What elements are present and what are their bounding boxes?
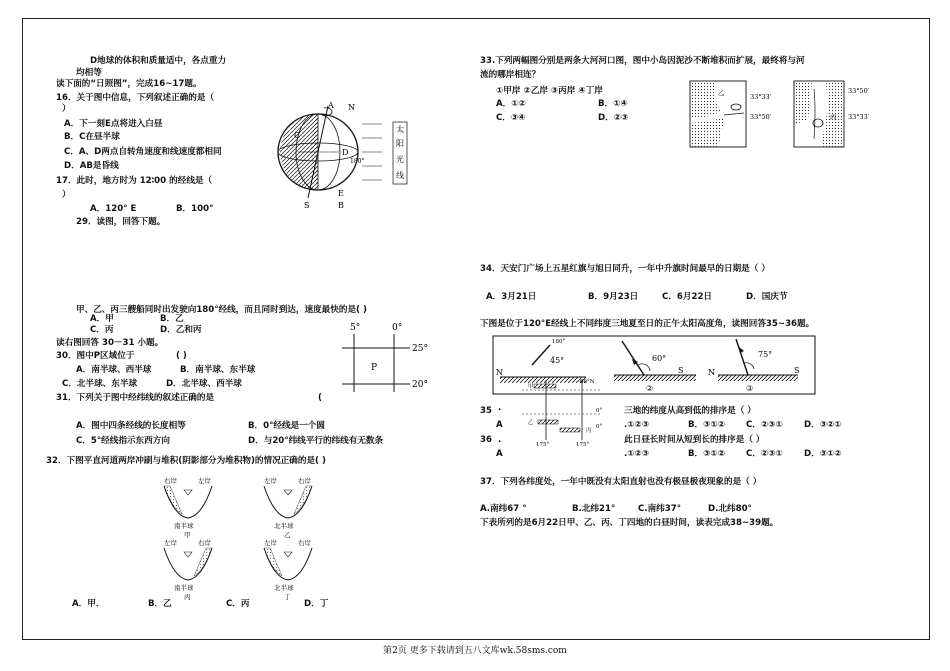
point-a: A xyxy=(328,101,334,110)
q37-option-a[interactable]: A.南纬67 ° xyxy=(480,504,527,514)
q35-option-b[interactable]: B．③①② xyxy=(688,420,725,430)
point-c: C xyxy=(294,131,301,140)
q30-option-a[interactable]: A．南半球、西半球 xyxy=(76,365,152,375)
river-bing xyxy=(164,538,212,601)
ding-left: 左岸 xyxy=(264,539,277,547)
q35-option-d[interactable]: D．③②① xyxy=(804,420,842,430)
panel1-n: N xyxy=(496,368,503,377)
angle-75: 75° xyxy=(758,350,773,359)
q34-option-b[interactable]: B．9月23日 xyxy=(588,292,639,302)
q36-option-a-letter: A xyxy=(496,449,503,459)
yi-right: 右岸 xyxy=(298,477,311,485)
jia-right: 左岸 xyxy=(198,477,211,485)
q17-paren: ） xyxy=(62,190,71,200)
intro-35-36: 下图是位于120°E经线上不同纬度三地夏至日的正午太阳高度角，读图回答35~36题。 xyxy=(480,319,815,329)
label-60n: 60°N xyxy=(580,379,595,385)
q16-option-c[interactable]: C．A、D两点自转角速度和线速度都相同 xyxy=(64,147,222,157)
river-diagrams xyxy=(160,474,320,602)
q17-option-a[interactable]: A．120° E xyxy=(90,204,137,214)
q32-option-b[interactable]: B．乙 xyxy=(148,599,172,609)
panel3-s: S xyxy=(794,366,800,375)
ov-zero-2: 0° xyxy=(596,424,603,430)
q36-option-b[interactable]: B．③①② xyxy=(688,449,725,459)
q34-option-d[interactable]: D．国庆节 xyxy=(746,292,788,302)
ov-bing: 丙 xyxy=(586,428,592,434)
intro-line-3: 读下面的“日照图”，完成16~17题。 xyxy=(56,79,202,89)
ships-option-b[interactable]: B．乙 xyxy=(160,314,184,324)
ding-name: 丁 xyxy=(284,593,291,601)
lat-label-20: 20° xyxy=(412,380,428,390)
q29-stem: 29．读图，回答下题。 xyxy=(76,217,166,227)
river-yi xyxy=(264,476,312,539)
read-30-31: 读右图回答 30－31 小题。 xyxy=(56,338,164,348)
q16-paren: ） xyxy=(62,104,71,114)
estuary-label-bing: 丙 xyxy=(830,113,837,121)
q30-option-d[interactable]: D．北半球、西半球 xyxy=(166,379,242,389)
angle-60: 60° xyxy=(652,354,667,363)
q33-choices: ①甲岸 ②乙岸 ③丙岸 ④丁岸 xyxy=(496,86,603,96)
q34-option-a[interactable]: A．3月21日 xyxy=(486,292,537,302)
panel2-s: S xyxy=(678,366,684,375)
q17-option-b[interactable]: B．100° xyxy=(176,204,214,214)
point-s: S xyxy=(304,201,310,210)
ding-right: 右岸 xyxy=(298,539,311,547)
q35-option-a[interactable]: .①②③ xyxy=(624,420,650,430)
page-footer: 第2页 更多下载请到五八文库wk.58sms.com xyxy=(383,646,567,656)
river-ding xyxy=(264,538,312,601)
q34-option-c[interactable]: C．6月22日 xyxy=(662,292,713,302)
q16-option-b[interactable]: B．C在昼半球 xyxy=(64,132,120,142)
point-b: B xyxy=(338,201,344,210)
point-e: E xyxy=(338,189,344,198)
intro-38-39: 下表所列的是6月22日甲、乙、丙、丁四地的白昼时间，读表完成38~39题。 xyxy=(480,518,779,528)
estuary-maps xyxy=(688,79,884,151)
jia-left: 右岸 xyxy=(164,477,177,485)
q17-stem: 17．此时，地方时为 12∶00 的经线是（ xyxy=(56,176,213,186)
estuary-label-yi: 乙 xyxy=(718,89,725,97)
q36-num: 36 xyxy=(480,435,492,445)
yi-hemi: 北半球 xyxy=(274,522,294,530)
ov-175-1: 175° xyxy=(536,442,550,448)
panel3-num: ③ xyxy=(746,384,754,393)
panel3-n: N xyxy=(708,368,715,377)
ov-175-2: 175° xyxy=(576,442,590,448)
q35-dot: . xyxy=(498,403,502,413)
q35-stem: 三地的纬度从高到低的排序是（ ） xyxy=(624,406,756,416)
estuary-left xyxy=(690,81,772,147)
q37-option-b[interactable]: B.北纬21° xyxy=(572,504,616,514)
q32-stem: 32．下图平直河道两岸冲刷与堆积(阴影部分为堆积物)的情况正确的是( ) xyxy=(46,456,326,466)
q16-option-a[interactable]: A．下一刻E点将进入白昼 xyxy=(64,119,163,129)
q36-option-a[interactable]: .①②③ xyxy=(624,449,650,459)
q16-option-d[interactable]: D．AB是昏线 xyxy=(64,161,119,171)
ray-label-4: 线 xyxy=(396,171,404,180)
q33-stem-1: 33.下列两幅图分别是两条大河河口图，图中小岛因泥沙不断堆积而扩展，最终将与河 xyxy=(480,56,805,66)
bing-left: 左岸 xyxy=(164,539,177,547)
q16-stem: 16．关于图中信息，下列叙述正确的是（ xyxy=(56,93,215,103)
estuary-label-2: 33°50′ xyxy=(750,113,772,121)
q31-paren: ( xyxy=(318,393,322,403)
estuary-right xyxy=(794,81,870,147)
lat-label-25: 25° xyxy=(412,344,428,354)
area-p: P xyxy=(371,363,378,373)
point-d: D xyxy=(342,148,349,157)
angle-45: 45° xyxy=(550,356,565,365)
estuary-label-4: 33°33′ xyxy=(848,113,870,121)
q30-option-c[interactable]: C．北半球、东半球 xyxy=(62,379,138,389)
bing-right: 右岸 xyxy=(198,539,211,547)
q36-option-d[interactable]: D．③①② xyxy=(804,449,842,459)
q32-option-a[interactable]: A．甲． xyxy=(72,599,105,609)
lat-lon-grid xyxy=(334,322,434,394)
q33-option-d[interactable]: D．②③ xyxy=(598,113,629,123)
sunlight-diagram xyxy=(262,98,422,212)
intro-line-2: 均相等 xyxy=(76,68,102,78)
q35-num: 35 xyxy=(480,406,492,416)
ov-yi: 乙 xyxy=(528,420,534,426)
ov-zero-1: 0° xyxy=(596,408,603,414)
q32-option-d[interactable]: D．丁 xyxy=(304,599,329,609)
ships-option-a[interactable]: A．甲 xyxy=(90,314,114,324)
label-180-lon: 180° xyxy=(552,339,566,345)
q31-option-a[interactable]: A．图中四条经线的长度相等 xyxy=(76,421,186,431)
ships-option-c[interactable]: C．丙 xyxy=(90,325,114,335)
label-180: 180° xyxy=(350,158,365,165)
ray-label-2: 阳 xyxy=(396,139,404,148)
q30-paren: ( ) xyxy=(176,351,187,361)
q31-option-c[interactable]: C．5°经线指示东西方向 xyxy=(76,436,170,446)
ov-jia: 甲 xyxy=(528,384,534,390)
q33-option-a[interactable]: A．①② xyxy=(496,99,526,109)
q35-option-c[interactable]: C．②③① xyxy=(746,420,783,430)
q30-option-b[interactable]: B．南半球、东半球 xyxy=(180,365,256,375)
q36-dot: . xyxy=(498,435,502,445)
estuary-label-3: 33°50′ xyxy=(848,87,870,95)
q30-stem: 30．图中P区域位于 xyxy=(56,351,135,361)
estuary-label-1: 33°33′ xyxy=(750,93,772,101)
q33-option-b[interactable]: B．①④ xyxy=(598,99,628,109)
yi-name: 乙 xyxy=(284,531,291,539)
q36-option-c[interactable]: C．②③① xyxy=(746,449,783,459)
q33-stem-2: 流的哪岸相连？ xyxy=(480,70,541,80)
jia-hemi: 南半球 xyxy=(174,522,194,530)
q32-option-c[interactable]: C．丙 xyxy=(226,599,250,609)
q35-option-a-letter: A xyxy=(496,420,503,430)
intro-line-1: D地球的体积和质量适中，各点重力 xyxy=(90,56,227,66)
panel2-num: ② xyxy=(646,384,654,393)
q31-option-d[interactable]: D．与20°纬线平行的纬线有无数条 xyxy=(248,436,384,446)
lon-label-5: 5° xyxy=(350,323,361,333)
ding-hemi: 北半球 xyxy=(274,584,294,592)
q36-stem: 此日昼长时间从短到长的排序是（ ） xyxy=(624,435,765,445)
ships-question: 甲、乙、丙三艘船同时出发驶向180°经线，而且同时到达，速度最快的是( ) xyxy=(76,305,367,315)
q37-option-c[interactable]: C.南纬37° xyxy=(638,504,682,514)
river-jia xyxy=(164,476,212,539)
q33-option-c[interactable]: C．③④ xyxy=(496,113,526,123)
lon-label-0: 0° xyxy=(392,323,403,333)
overlay-diagram xyxy=(520,378,606,448)
q31-stem: 31．下列关于图中经纬线的叙述正确的是 xyxy=(56,393,215,403)
yi-left: 左岸 xyxy=(264,477,277,485)
bing-name: 丙 xyxy=(184,593,191,601)
q31-option-b[interactable]: B．0°经线是一个圆 xyxy=(248,421,325,431)
q37-stem: 37．下列各纬度处，一年中既没有太阳直射也没有极昼极夜现象的是（ ） xyxy=(480,477,762,487)
ray-label-1: 太 xyxy=(396,125,404,134)
q34-stem: 34．天安门广场上五星红旗与旭日同升，一年中升旗时间最早的日期是（ ） xyxy=(480,264,770,274)
q37-option-d[interactable]: D.北纬80° xyxy=(708,504,752,514)
ships-option-d[interactable]: D．乙和丙 xyxy=(160,325,202,335)
point-n: N xyxy=(348,103,355,112)
bing-hemi: 南半球 xyxy=(174,584,194,592)
jia-name: 甲 xyxy=(184,531,191,539)
ray-label-3: 光 xyxy=(396,155,404,164)
